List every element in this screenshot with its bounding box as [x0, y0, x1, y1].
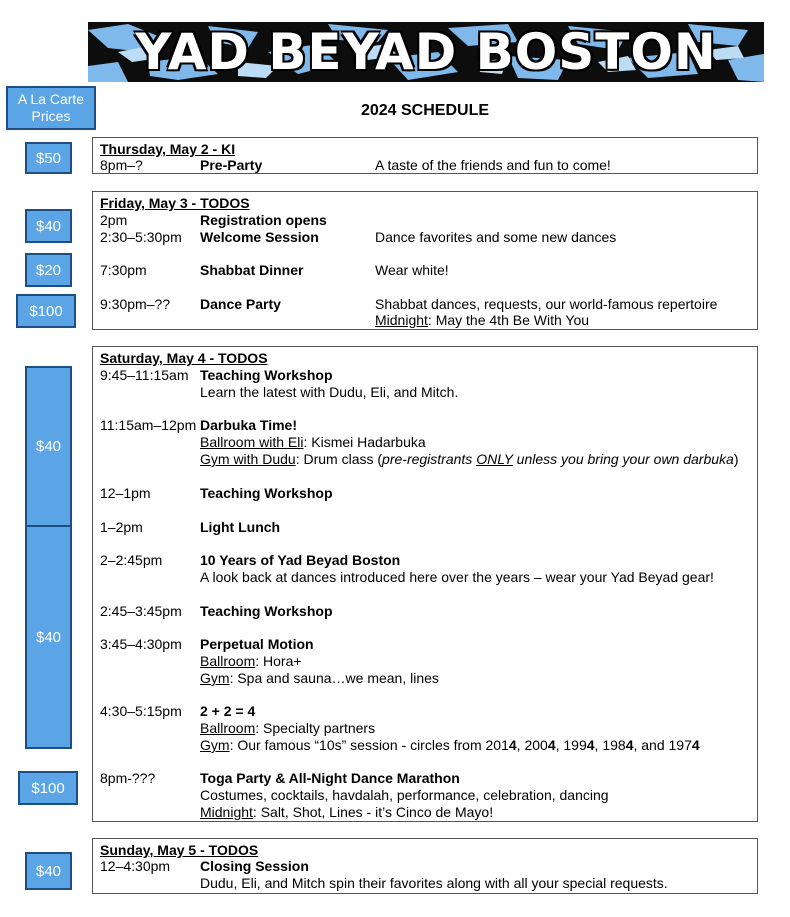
- event-time: 3:45–4:30pm: [100, 636, 182, 652]
- event-time: 4:30–5:15pm: [100, 703, 182, 719]
- saturday-section: [92, 346, 758, 822]
- location-text: : Drum class (: [295, 451, 383, 467]
- event-time: 7:30pm: [100, 262, 147, 278]
- year-digit: 4: [625, 737, 634, 753]
- event-time: 2pm: [100, 212, 128, 228]
- event-name: Dance Party: [200, 296, 281, 312]
- saturday-header: Saturday, May 4 - TODOS: [100, 350, 268, 366]
- event-name: 2 + 2 = 4: [200, 703, 256, 719]
- thursday-header: Thursday, May 2 - KI: [100, 141, 236, 157]
- location-label: Gym: [200, 737, 230, 753]
- event-time: 12–4:30pm: [100, 858, 171, 874]
- event-time: 2–2:45pm: [100, 552, 163, 568]
- price-saturday-afternoon: $40: [25, 525, 72, 749]
- event-desc: A look back at dances introduced here over the years – wear your Yad Beyad gear!: [200, 569, 714, 585]
- event-time: 9:45–11:15am: [100, 367, 189, 383]
- location-label: Ballroom with Eli: [200, 434, 304, 450]
- event-time: 2:45–3:45pm: [100, 603, 182, 619]
- event-note: [375, 312, 589, 328]
- event-desc: Learn the latest with Dudu, Eli, and Mitch.: [200, 384, 459, 400]
- friday-section: [92, 191, 758, 330]
- event-sub-line: [200, 653, 302, 669]
- year-text: , 199: [555, 737, 587, 753]
- note-text: : Salt, Shot, Lines - it’s Cinco de Mayo!: [252, 804, 494, 820]
- sunday-section: [92, 838, 758, 894]
- year-text: , 200: [516, 737, 548, 753]
- location-text: : Spa and sauna…we mean, lines: [229, 670, 439, 686]
- note-label: Midnight: [375, 312, 428, 328]
- event-name: Registration opens: [200, 212, 327, 228]
- price-toga-party: $100: [18, 771, 78, 805]
- event-time: 9:30pm–??: [100, 296, 171, 312]
- year-digit: 4: [691, 737, 700, 753]
- year-digit: 4: [547, 737, 556, 753]
- event-name: Teaching Workshop: [200, 485, 333, 501]
- event-sub-line: [200, 434, 426, 450]
- event-name: 10 Years of Yad Beyad Boston: [200, 552, 401, 568]
- event-sub-line: [200, 720, 375, 736]
- friday-header: Friday, May 3 - TODOS: [100, 195, 250, 211]
- event-time: 11:15am–12pm: [100, 417, 197, 433]
- schedule-title: 2024 SCHEDULE: [360, 102, 490, 119]
- note-text: : May the 4th Be With You: [427, 312, 590, 328]
- note-emphasis: ONLY: [476, 451, 513, 467]
- event-name: Closing Session: [200, 858, 309, 874]
- location-label: Ballroom: [200, 653, 256, 669]
- event-name: Teaching Workshop: [200, 603, 333, 619]
- price-welcome-session: $40: [25, 209, 72, 243]
- note-italic: unless you bring your own darbuka: [512, 451, 734, 467]
- event-name: Pre-Party: [200, 157, 263, 173]
- event-time: 2:30–5:30pm: [100, 229, 182, 245]
- event-time: 1–2pm: [100, 519, 143, 535]
- event-time: 8pm–?: [100, 157, 143, 173]
- year-digit: 4: [586, 737, 595, 753]
- event-name: Perpetual Motion: [200, 636, 314, 652]
- event-desc: Shabbat dances, requests, our world-famous repertoire: [375, 296, 718, 312]
- event-sub-line: [200, 737, 700, 753]
- event-name: Light Lunch: [200, 519, 281, 535]
- alacarte-line2: Prices: [31, 108, 71, 124]
- alacarte-prices-label: [6, 86, 96, 130]
- location-text: : Hora+: [255, 653, 302, 669]
- location-text: : Our famous “10s” session - circles from 201: [229, 737, 509, 753]
- year-digit: 4: [508, 737, 517, 753]
- location-label: Gym with Dudu: [200, 451, 296, 467]
- event-desc: A taste of the friends and fun to come!: [375, 157, 611, 173]
- event-name: Darbuka Time!: [200, 417, 297, 433]
- price-thursday: $50: [25, 142, 72, 174]
- event-desc: Costumes, cocktails, havdalah, performance, celebration, dancing: [200, 787, 609, 803]
- price-saturday-morning: $40: [25, 366, 72, 527]
- price-dance-party: $100: [16, 294, 76, 328]
- event-name: Toga Party & All-Night Dance Marathon: [200, 770, 460, 786]
- location-text: : Kismei Hadarbuka: [303, 434, 426, 450]
- note-label: Midnight: [200, 804, 253, 820]
- event-note: [200, 804, 493, 820]
- alacarte-line1: A La Carte: [17, 91, 85, 107]
- price-sunday: $40: [25, 852, 72, 890]
- event-desc: Dudu, Eli, and Mitch spin their favorites along with all your special requests.: [200, 875, 668, 891]
- event-sub-line: [200, 670, 439, 686]
- event-desc: Wear white!: [375, 262, 449, 278]
- banner-title: YAD BEYAD BOSTON: [135, 23, 717, 81]
- thursday-section: [92, 137, 758, 174]
- event-time: 12–1pm: [100, 485, 151, 501]
- sunday-header: Sunday, May 5 - TODOS: [100, 842, 259, 858]
- event-desc: Dance favorites and some new dances: [375, 229, 617, 245]
- event-time: 8pm-???: [100, 770, 156, 786]
- note-italic: pre-registrants: [382, 451, 477, 467]
- event-name: Teaching Workshop: [200, 367, 333, 383]
- event-name: Shabbat Dinner: [200, 262, 304, 278]
- location-text: : Specialty partners: [255, 720, 376, 736]
- note-end: ): [733, 451, 739, 467]
- event-sub-line: [200, 451, 739, 467]
- location-label: Gym: [200, 670, 230, 686]
- location-label: Ballroom: [200, 720, 256, 736]
- event-name: Welcome Session: [200, 229, 319, 245]
- banner-logo: [88, 22, 764, 82]
- year-text: , and 197: [633, 737, 692, 753]
- price-shabbat-dinner: $20: [25, 253, 72, 287]
- year-text: , 198: [594, 737, 626, 753]
